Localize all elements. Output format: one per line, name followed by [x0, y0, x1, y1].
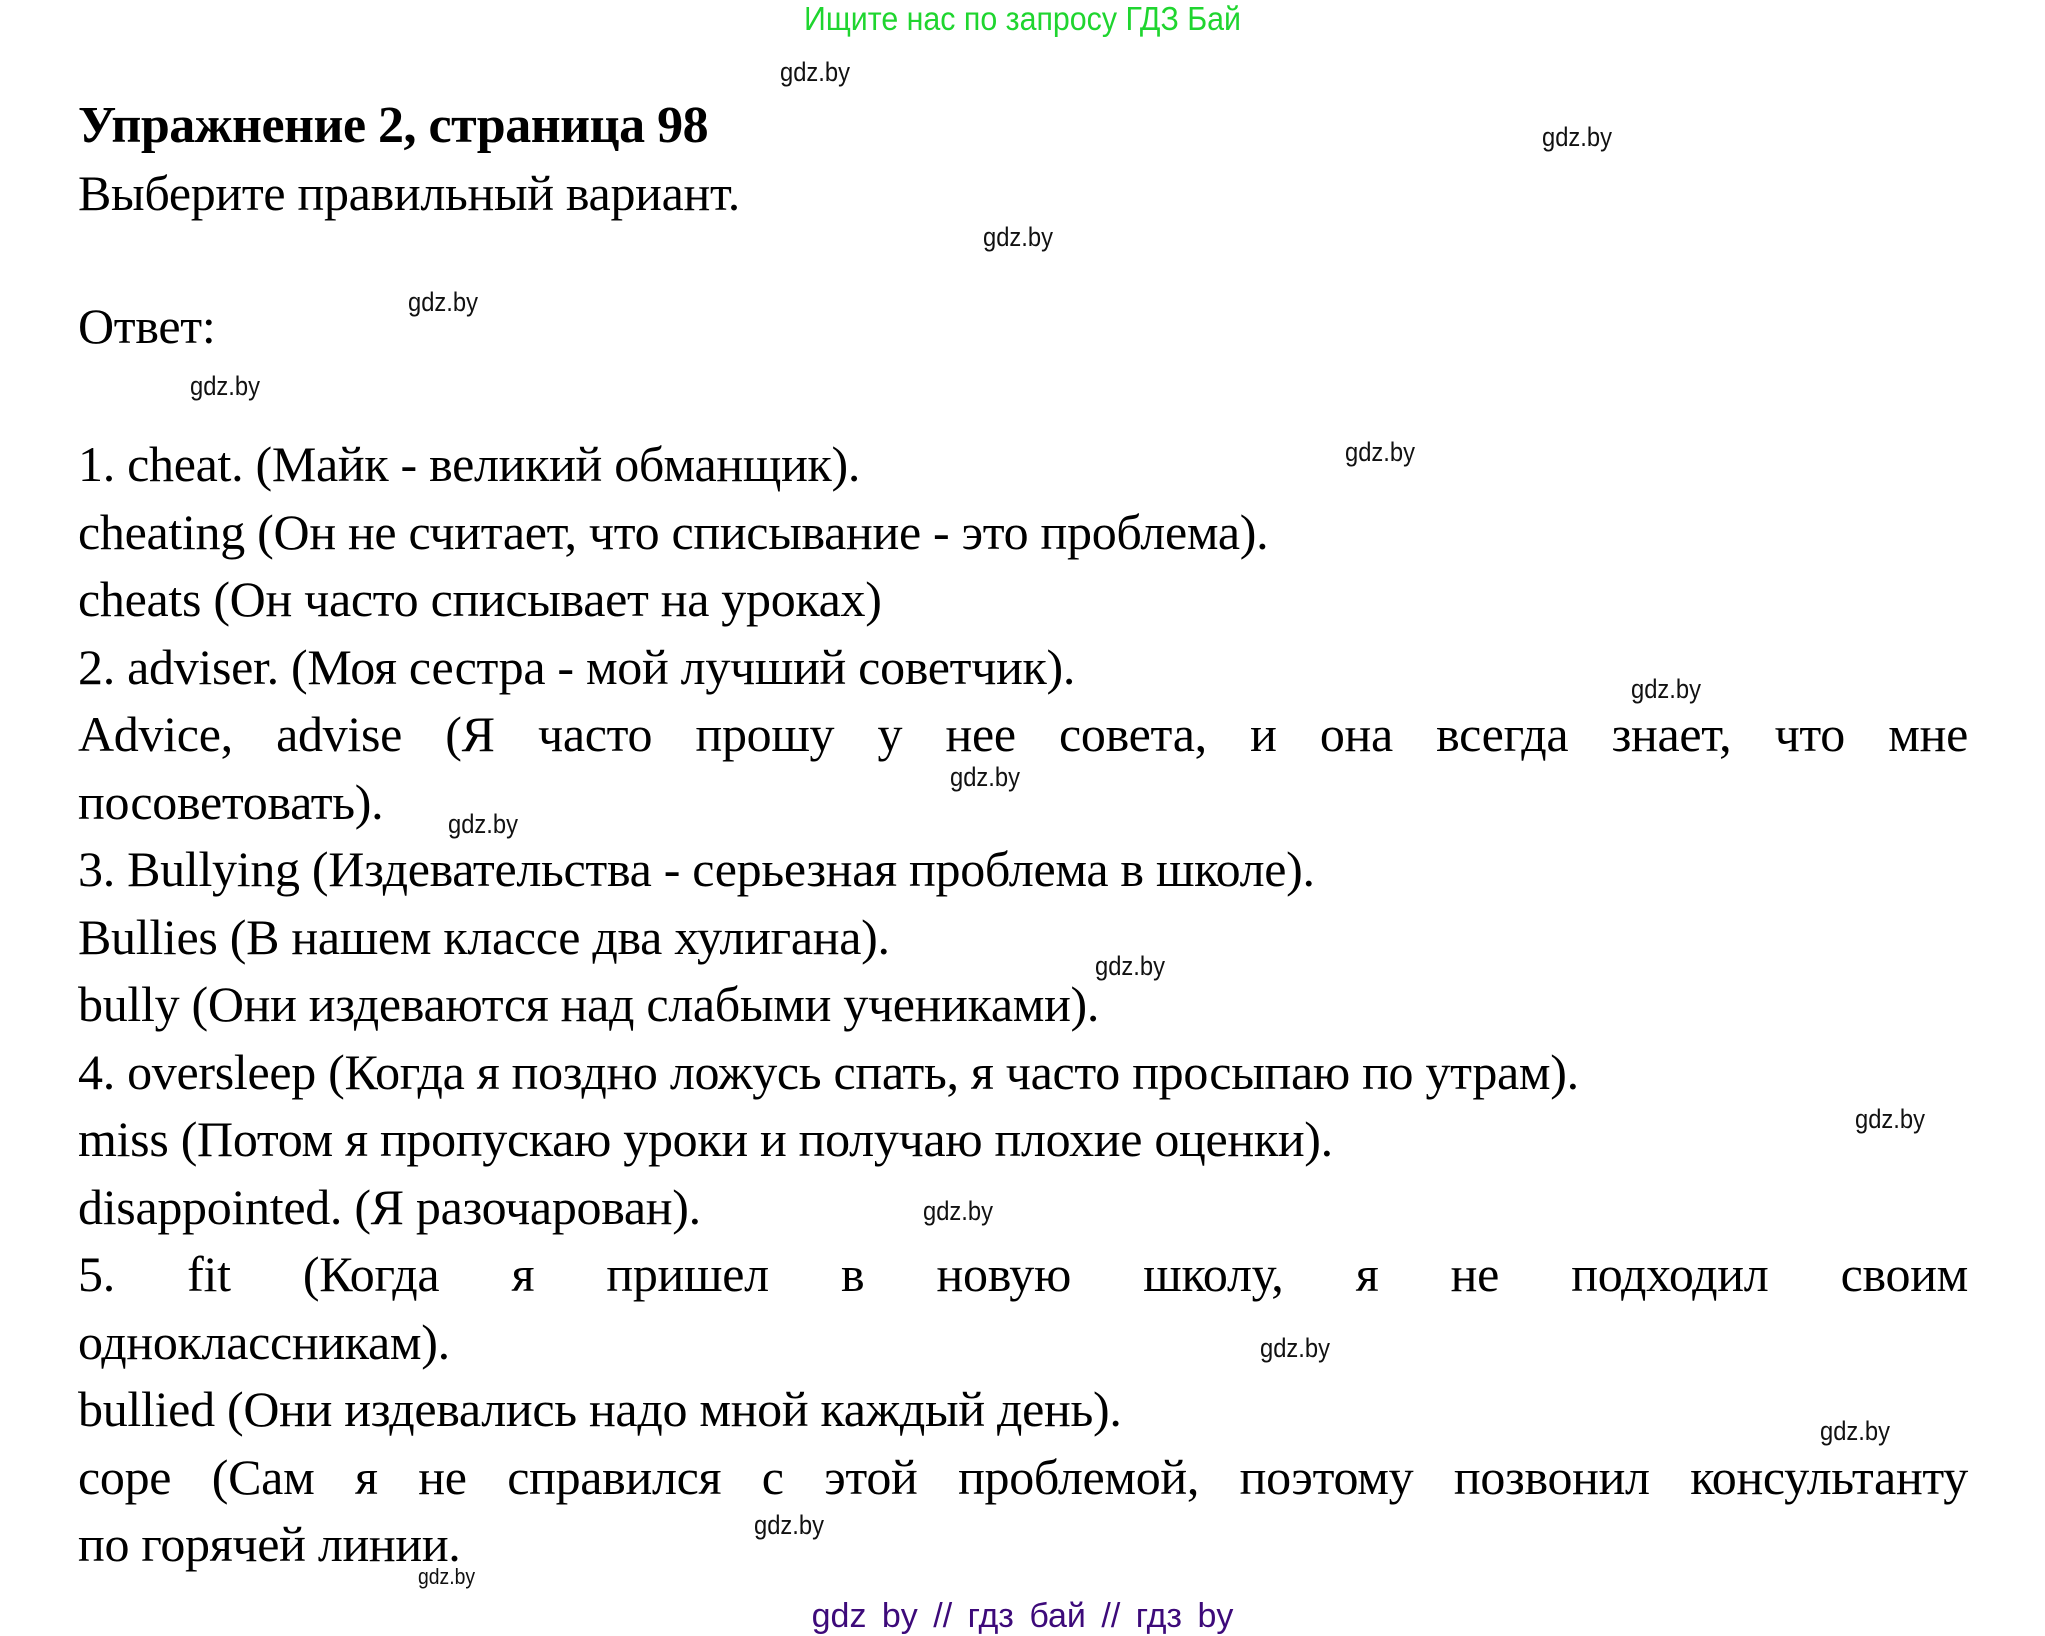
answer-line: Advice, advise (Я часто прошу у нее совета, и она всегда знает, что мне	[78, 706, 1968, 762]
watermark: gdz.by	[190, 371, 261, 401]
answer-line: 1. cheat. (Майк - великий обманщик).	[78, 436, 861, 492]
watermark: gdz.by	[408, 287, 479, 317]
watermark: gdz.by	[1820, 1416, 1891, 1446]
answer-line: Bullies (В нашем классе два хулигана).	[78, 908, 890, 965]
answer-line: 5. fit (Когда я пришел в новую школу, я не подходил своим	[78, 1246, 1968, 1302]
watermark: gdz.by	[1260, 1333, 1331, 1363]
search-banner: Ищите нас по запросу ГДЗ Бай	[804, 0, 1241, 37]
footer-links: gdz by // гдз бай // гдз by	[811, 1597, 1234, 1635]
watermark: gdz.by	[923, 1196, 994, 1226]
watermark: gdz.by	[1631, 674, 1702, 704]
answer-line: по горячей линии.	[78, 1516, 461, 1572]
answer-list	[78, 431, 1968, 1579]
watermark: gdz.by	[754, 1510, 825, 1540]
answer-line: 3. Bullying (Издевательства - серьезная проблема в школе).	[78, 841, 1315, 897]
watermark: gdz.by	[983, 222, 1054, 252]
exercise-title: Упражнение 2, страница 98	[78, 97, 709, 154]
exercise-document	[78, 92, 1968, 1579]
exercise-instruction: Выберите правильный вариант.	[78, 165, 740, 221]
answer-line: cheats (Он часто списывает на уроках)	[78, 571, 882, 627]
answer-line: bully (Они издеваются над слабыми учениками).	[78, 976, 1100, 1032]
answer-line: bullied (Они издевались надо мной каждый день).	[78, 1381, 1122, 1437]
watermark: gdz.by	[448, 809, 519, 839]
answer-label: Ответ:	[78, 297, 216, 354]
watermark: gdz.by	[1855, 1104, 1926, 1134]
answer-line: disappointed. (Я разочарован).	[78, 1178, 701, 1235]
watermark: gdz.by	[1542, 122, 1613, 152]
watermark: gdz.by	[950, 762, 1021, 792]
answer-line: 4. oversleep (Когда я поздно ложусь спать, я часто просыпаю по утрам).	[78, 1043, 1579, 1100]
watermark: gdz.by	[780, 57, 851, 87]
answer-line: cope (Сам я не справился с этой проблемой, поэтому позвонил консультанту	[78, 1448, 1968, 1505]
watermark: gdz.by	[1345, 437, 1416, 467]
watermark: gdz.by	[418, 1564, 476, 1589]
watermark: gdz.by	[1095, 951, 1166, 981]
answer-line: miss (Потом я пропускаю уроки и получаю плохие оценки).	[78, 1111, 1333, 1167]
answer-line: посоветовать).	[78, 773, 384, 830]
answer-line: одноклассникам).	[78, 1313, 450, 1370]
answer-line: 2. adviser. (Моя сестра - мой лучший советчик).	[78, 638, 1076, 695]
answer-line: cheating (Он не считает, что списывание - это проблема).	[78, 503, 1269, 560]
